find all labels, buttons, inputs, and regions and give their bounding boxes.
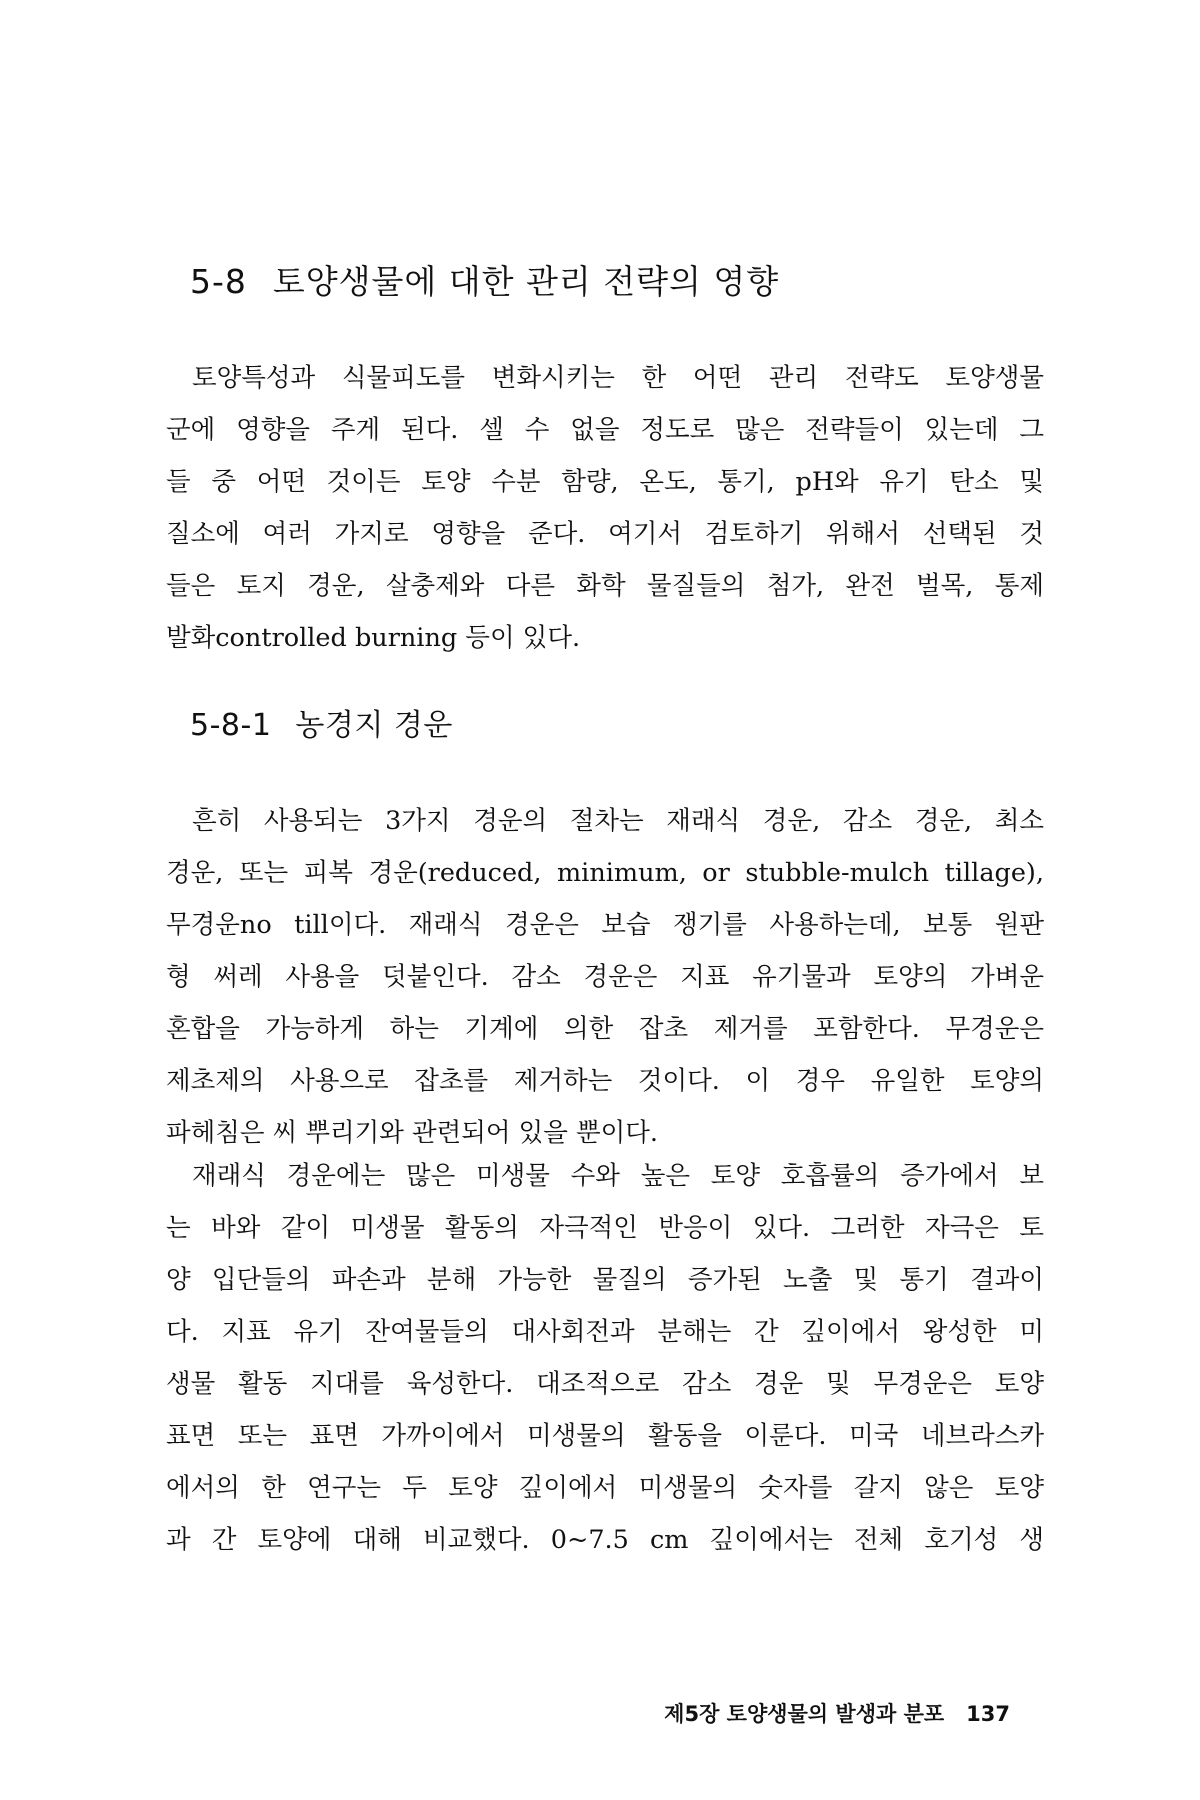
text-line: 경운, 또는 피복 경운(reduced, minimum, or stubble-mulch tillage), — [166, 858, 1044, 888]
text-line: 질소에 여러 가지로 영향을 준다. 여기서 검토하기 위해서 선택된 것 — [166, 519, 1044, 549]
section-heading — [190, 256, 779, 303]
text-line: 재래식 경운에는 많은 미생물 수와 높은 토양 호흡률의 증가에서 보 — [192, 1161, 1044, 1191]
text-line: 파헤침은 씨 뿌리기와 관련되어 있을 뿐이다. — [166, 1118, 659, 1148]
text-line: 토양특성과 식물피도를 변화시키는 한 어떤 관리 전략도 토양생물 — [192, 363, 1044, 393]
text-line: 양 입단들의 파손과 분해 가능한 물질의 증가된 노출 및 통기 결과이 — [166, 1265, 1044, 1295]
text-line: 들은 토지 경운, 살충제와 다른 화학 물질들의 첨가, 완전 벌목, 통제 — [166, 571, 1044, 601]
running-chapter-title: 제5장 토양생물의 발생과 분포 — [664, 1702, 945, 1726]
page-number: 137 — [966, 1702, 1010, 1726]
page-footer — [664, 1698, 1010, 1728]
text-line: 생물 활동 지대를 육성한다. 대조적으로 감소 경운 및 무경운은 토양 — [166, 1369, 1044, 1399]
section-number: 5-8 — [190, 262, 247, 301]
subsection-title: 농경지 경운 — [295, 708, 453, 743]
text-line: 혼합을 가능하게 하는 기계에 의한 잡초 제거를 포함한다. 무경운은 — [166, 1014, 1044, 1044]
paragraph-intro — [166, 352, 1044, 664]
text-line: 무경운no till이다. 재래식 경운은 보습 쟁기를 사용하는데, 보통 원판 — [166, 910, 1044, 940]
subsection-heading — [190, 700, 453, 744]
text-line: 흔히 사용되는 3가지 경운의 절차는 재래식 경운, 감소 경운, 최소 — [192, 806, 1044, 836]
text-line: 표면 또는 표면 가까이에서 미생물의 활동을 이룬다. 미국 네브라스카 — [166, 1421, 1044, 1451]
text-line: 제초제의 사용으로 잡초를 제거하는 것이다. 이 경우 유일한 토양의 — [166, 1066, 1044, 1096]
text-line: 형 써레 사용을 덧붙인다. 감소 경운은 지표 유기물과 토양의 가벼운 — [166, 962, 1044, 992]
text-line: 는 바와 같이 미생물 활동의 자극적인 반응이 있다. 그러한 자극은 토 — [166, 1213, 1044, 1243]
text-line: 군에 영향을 주게 된다. 셀 수 없을 정도로 많은 전략들이 있는데 그 — [166, 415, 1044, 445]
section-title: 토양생물에 대한 관리 전략의 영향 — [272, 262, 780, 301]
text-line: 발화controlled burning 등이 있다. — [166, 623, 581, 653]
text-line: 들 중 어떤 것이든 토양 수분 함량, 온도, 통기, pH와 유기 탄소 및 — [166, 467, 1044, 497]
text-line: 과 간 토양에 대해 비교했다. 0~7.5 cm 깊이에서는 전체 호기성 생 — [166, 1525, 1044, 1555]
paragraph-microbial-response — [166, 1150, 1044, 1566]
paragraph-tillage-types — [166, 795, 1044, 1159]
subsection-number: 5-8-1 — [190, 708, 272, 743]
text-line: 다. 지표 유기 잔여물들의 대사회전과 분해는 간 깊이에서 왕성한 미 — [166, 1317, 1044, 1347]
text-line: 에서의 한 연구는 두 토양 깊이에서 미생물의 숫자를 갈지 않은 토양 — [166, 1473, 1044, 1503]
